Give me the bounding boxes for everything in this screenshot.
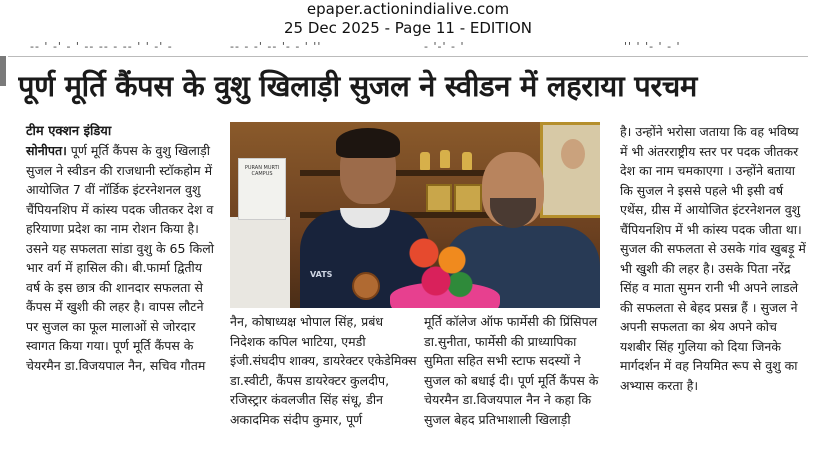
body-text: नैन, कोषाध्यक्ष भोपाल सिंह, प्रबंध निदेशक कपिल भाटिया, एमडी इंजी.संघदीप शाक्य, डायरेक्टर एकेडेमिक्स डा.स्वीटी, कैंपस डायरेक्टर कुलदीप, रजिस्ट्रार कंवलजीत सिंह संधू, डीन अकादमिक संदीप कुमार, पूर्ण	[230, 314, 417, 427]
body-text: है। उन्होंने भरोसा जताया कि वह भविष्य में भी अंतरराष्ट्रीय स्तर पर पदक जीतकर देश का नाम चमकाएगा । उन्होंने बताया कि सुजल ने इससे पहले भी इसी वर्ष एथेंस, ग्रीस में आयोजित इंटरनेशनल वुशु चैंपियनशिप में भी कांस्य पदक जीता था। सुजल की सफलता से उसके गांव खुबड़ू में भी खुशी की लहर है। उसके पिता नरेंद्र सिंह व माता सुमन रानी भी अपने लाडले की सफलता से बेहद प्रसन्न हैं । सुजल ने अपनी सफलता का श्रेय अपने कोच यशबीर सिंह गुलिया को दिया जिनके मार्गदर्शन में वह नियमित रूप से वुशु का अभ्यास करता है।	[620, 124, 806, 393]
trophy-icon	[420, 152, 430, 170]
fragment-text: '' ' '- ' - '	[624, 40, 681, 53]
athlete-hair	[336, 128, 400, 158]
byline: टीम एक्शन इंडिया	[26, 124, 112, 139]
article-column-2	[230, 312, 418, 429]
trophy-icon	[462, 152, 472, 170]
award-frame	[454, 184, 482, 212]
site-url[interactable]: epaper.actionindialive.com	[306, 0, 510, 18]
fragment-text: -- - -' -- '- - ' ''	[230, 40, 322, 53]
edition-date: 25 Dec 2025 - Page 11 - EDITION	[284, 19, 532, 37]
jersey-brand: VATS	[310, 270, 333, 279]
photo-door	[230, 217, 290, 308]
fragment-text: - '-' - '	[424, 40, 465, 53]
body-text: मूर्ति कॉलेज ऑफ फार्मेसी की प्रिंसिपल डा.सुनीता, फार्मेसी की प्राध्यापिका सुमिता सहित सभी स्टाफ सदस्यों ने सुजल को बधाई दी। पूर्ण मूर्ति कैंपस के चेयरमैन डा.विजयपाल नैन ने कहा कि सुजल बेहद प्रतिभाशाली खिलाड़ी	[424, 314, 599, 427]
portrait-face	[561, 139, 585, 169]
article-column-3	[424, 312, 608, 429]
medal-icon	[352, 272, 380, 300]
trophy-icon	[440, 150, 450, 168]
page-edge-marker	[0, 56, 6, 86]
page-header	[0, 0, 816, 38]
article-column-4	[620, 122, 806, 395]
award-frame	[426, 184, 452, 212]
flower-bouquet	[400, 232, 480, 302]
dateline-place: सोनीपत।	[26, 143, 67, 158]
article-column-1	[26, 122, 218, 375]
certificate-text: PURAN MURTI CAMPUS	[244, 165, 280, 177]
cut-off-previous-article	[0, 40, 816, 54]
top-divider	[8, 56, 808, 57]
photo-certificate	[238, 158, 286, 220]
article-headline: पूर्ण मूर्ति कैंपस के वुशु खिलाड़ी सुजल ने स्वीडन में लहराया परचम	[18, 69, 698, 103]
fragment-text: -- ' -' - ' -- -- - -- ' ' -' -	[30, 40, 173, 53]
wall-portrait	[540, 122, 600, 218]
article-photo	[230, 122, 600, 308]
body-paragraph	[26, 141, 218, 375]
body-text: पूर्ण मूर्ति कैंपस के वुशु खिलाड़ी सुजल ने स्वीडन की राजधानी स्टॉकहोम में आयोजित 7 वीं नॉर्डिक इंटरनेशनल वुशु चैंपियनशिप में कांस्य पदक जीतकर देश व हरियाणा प्रदेश का नाम रोशन किया है। उसने यह सफलता सांडा वुशु के 65 किलो भार वर्ग में हासिल की। बी.फार्मा द्वितीय वर्ष के इस छात्र की शानदार सफलता से कैंपस में खुशी की लहर है। वापस लौटने पर सुजल का फूल मालाओं से जोरदार स्वागत किया गया। पूर्ण मूर्ति कैंपस के चेयरमैन डा.विजयपाल नैन, सचिव गौतम	[26, 143, 214, 373]
